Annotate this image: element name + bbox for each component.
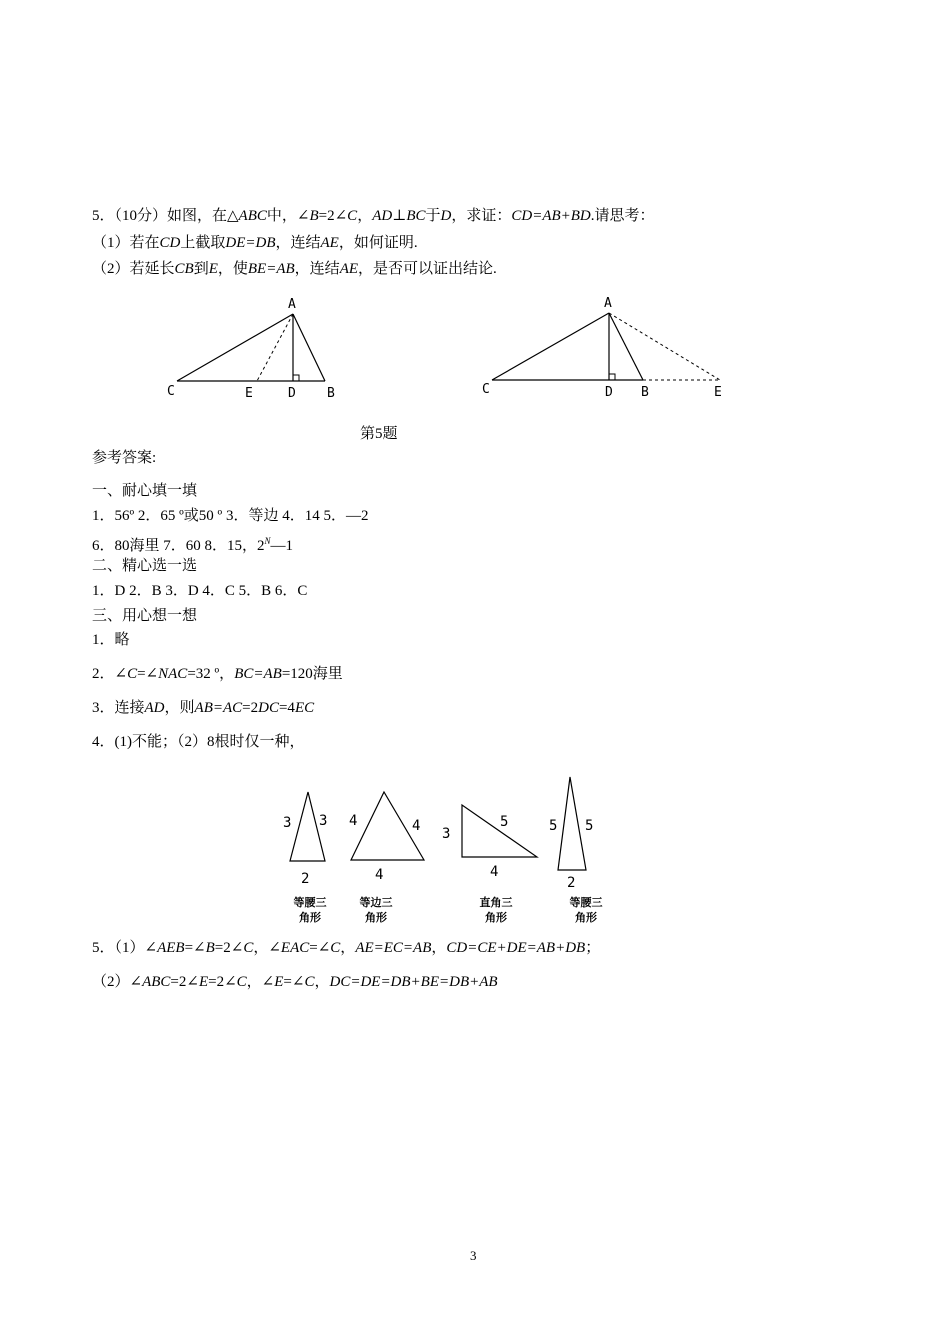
tri4-right: 5 [585,818,594,834]
figure-caption: 第5题 [360,426,398,442]
section-2-line-1: 1．D 2．B 3．D 4．C 5．B 6．C [92,583,308,599]
triangles-figure [270,770,620,900]
tri3-name: 直角三 角形 [479,896,513,924]
answer-3: 3．连接AD，则AB=AC=2DC=4EC [92,700,315,716]
tri4-base: 2 [567,875,576,891]
fig1-label-a: A [288,297,296,312]
answer-5-part-2: （2）∠ABC=2∠E=2∠C，∠E=∠C，DC=DE=DB+BE=DB+AB [92,974,498,990]
tri3-right: 5 [500,814,509,830]
tri3-base: 4 [490,864,499,880]
problem-5-statement: 5．（10分）如图，在△ABC中，∠B=2∠C，AD⊥BC于D，求证：CD=AB+BD.请思考： [92,208,655,224]
tri1-base: 2 [301,871,310,887]
section-3-heading: 三、用心想一想 [92,608,198,624]
tri2-base: 4 [375,867,384,883]
tri2-name: 等边三 角形 [359,896,393,924]
tri1-left: 3 [283,815,292,831]
fig1-label-d: D [288,386,296,401]
tri2-left: 4 [349,813,358,829]
tri3-left: 3 [442,826,451,842]
fig2-label-d: D [605,385,613,400]
figure-2-triangle [478,290,738,405]
fig2-label-a: A [604,296,612,311]
fig1-label-e: E [245,386,253,401]
fig2-label-b: B [641,385,649,400]
tri1-right: 3 [319,813,328,829]
tri1-name: 等腰三 角形 [293,896,327,924]
section-1-line-2: 6．80海里 7．60 8．15，$2^N—1$ [92,536,294,554]
fig2-label-e: E [714,385,722,400]
answer-4: 4．(1)不能；（2）8根时仅一种， [92,734,305,750]
problem-5-question-1: （1）若在CD上截取DE=DB，连结AE，如何证明. [92,235,418,251]
answer-1: 1．略 [92,632,130,648]
fig2-label-c: C [482,382,490,397]
section-2-heading: 二、精心选一选 [92,558,198,574]
tri4-name: 等腰三 角形 [569,896,603,924]
answer-2: 2．∠C=∠NAC=32 º，BC=AB=120海里 [92,666,343,682]
problem-5-question-2: （2）若延长CB到E，使BE=AB，连结AE，是否可以证出结论. [92,261,497,277]
figure-1-triangle [160,290,360,405]
section-1-heading: 一、耐心填一填 [92,483,198,499]
section-1-line-1: 1．56º 2．65 º或50 º 3．等边 4．14 5．—2 [92,508,369,524]
fig1-label-b: B [327,386,335,401]
answer-5-part-1: 5．（1）∠AEB=∠B=2∠C，∠EAC=∠C，AE=EC=AB，CD=CE+DE=AB+DB； [92,940,601,956]
page-number: 3 [470,1248,477,1263]
tri2-right: 4 [412,818,421,834]
fig1-label-c: C [167,384,175,399]
answers-title: 参考答案: [92,450,157,466]
tri4-left: 5 [549,818,558,834]
